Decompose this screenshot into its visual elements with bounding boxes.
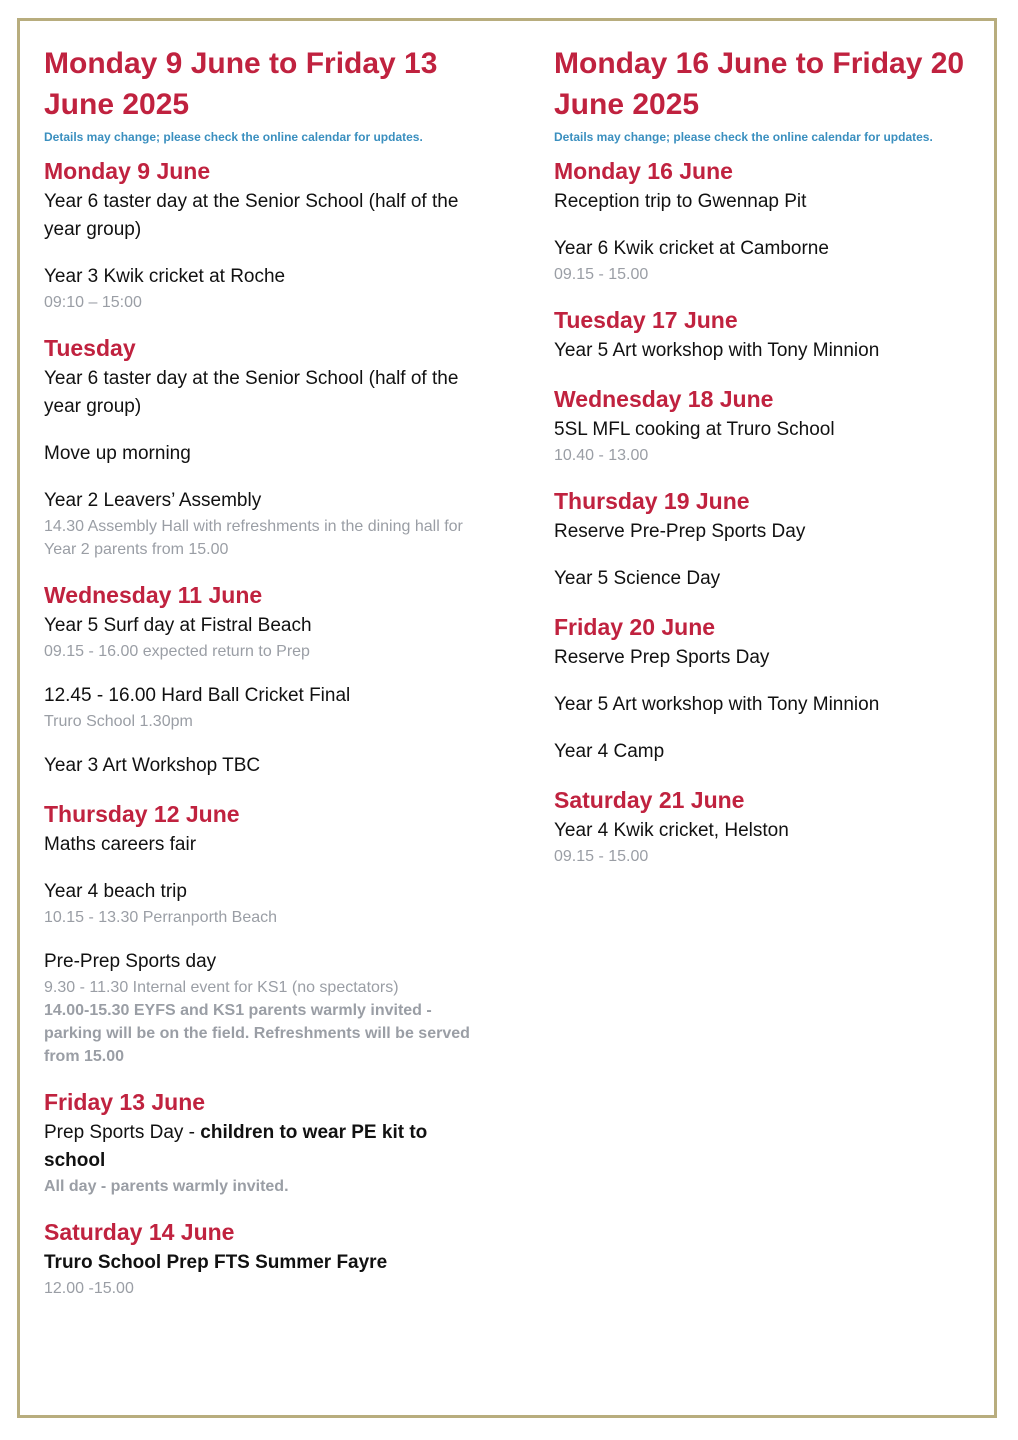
event-title-text: Year 4 Kwik cricket, Helston: [554, 820, 789, 841]
event-title-text: Year 3 Kwik cricket at Roche: [44, 266, 286, 287]
event-title: [554, 518, 994, 546]
day-heading: Thursday 19 June: [554, 488, 750, 514]
event-item: [44, 365, 484, 421]
event-title-text: Year 5 Art workshop with Tony Minnion: [554, 694, 880, 715]
event-title-text: Maths careers fair: [44, 834, 197, 855]
event-title: [554, 817, 994, 845]
event-item: [44, 752, 484, 780]
event-item: [44, 263, 484, 314]
event-title-text: Year 3 Art Workshop TBC: [44, 755, 261, 776]
event-title-text: 5SL MFL cooking at Truro School: [554, 419, 835, 440]
week-column: [554, 43, 994, 888]
event-item: [44, 487, 484, 561]
event-title: [44, 831, 484, 859]
day-heading: Thursday 12 June: [44, 801, 240, 827]
event-item: [44, 948, 484, 1068]
event-item: [554, 691, 994, 719]
event-detail: 10.15 - 13.30 Perranporth Beach: [44, 909, 278, 926]
calendar-page: [17, 18, 997, 1418]
event-item: [44, 1249, 484, 1300]
event-item: [44, 831, 484, 859]
day-heading: Friday 13 June: [44, 1089, 206, 1115]
event-item: [554, 416, 994, 467]
day-block: [44, 1088, 484, 1198]
event-title-text: Year 5 Science Day: [554, 568, 721, 589]
event-title: [44, 365, 484, 421]
week-title: Monday 16 June to Friday 20 June 2025: [554, 47, 965, 121]
day-block: [44, 1218, 484, 1300]
event-detail: 12.00 -15.00: [44, 1280, 134, 1297]
event-title-text: Reception trip to Gwennap Pit: [554, 191, 807, 212]
update-note: Details may change; please check the online calendar for updates.: [554, 130, 933, 144]
day-heading: Saturday 21 June: [554, 787, 745, 813]
event-title: [554, 565, 994, 593]
event-item: [554, 565, 994, 593]
event-title: [44, 1119, 484, 1175]
event-title-text: Year 2 Leavers’ Assembly: [44, 490, 262, 511]
event-title-text: Pre-Prep Sports day: [44, 951, 217, 972]
event-title-text: Year 5 Art workshop with Tony Minnion: [554, 340, 880, 361]
event-item: [554, 644, 994, 672]
event-item: [554, 817, 994, 868]
event-title: [44, 487, 484, 515]
event-title: [44, 948, 484, 976]
event-detail: 09:10 – 15:00: [44, 294, 142, 311]
event-title-text: Move up morning: [44, 443, 191, 464]
event-title-text: Year 6 taster day at the Senior School (half of the year group): [44, 191, 459, 240]
day-block: [554, 306, 994, 365]
event-item: [44, 682, 484, 733]
day-list: [44, 157, 484, 1300]
event-title: [554, 337, 994, 365]
day-heading: Saturday 14 June: [44, 1219, 235, 1245]
day-heading: Wednesday 18 June: [554, 386, 774, 412]
event-title: [44, 188, 484, 244]
event-title-text: Year 6 taster day at the Senior School (half of the year group): [44, 368, 459, 417]
day-block: [554, 157, 994, 286]
event-title: [44, 612, 484, 640]
event-title: [554, 416, 994, 444]
event-item: [554, 235, 994, 286]
day-block: [44, 800, 484, 1068]
day-list: [554, 157, 994, 868]
event-item: [44, 612, 484, 663]
day-heading: Monday 9 June: [44, 158, 211, 184]
event-detail: Truro School 1.30pm: [44, 713, 193, 730]
event-title: [554, 644, 994, 672]
event-detail: 09.15 - 16.00 expected return to Prep: [44, 643, 310, 660]
event-title-text: Reserve Pre-Prep Sports Day: [554, 521, 806, 542]
event-item: [554, 188, 994, 216]
update-note: Details may change; please check the online calendar for updates.: [44, 130, 423, 144]
event-item: [44, 440, 484, 468]
day-heading: Wednesday 11 June: [44, 582, 263, 608]
day-block: [44, 581, 484, 780]
event-item: [554, 337, 994, 365]
event-title: [44, 878, 484, 906]
day-heading: Tuesday: [44, 335, 136, 361]
event-detail-emphasis: All day - parents warmly invited.: [44, 1178, 289, 1195]
day-block: [44, 334, 484, 561]
event-title: [44, 1249, 484, 1277]
event-title: [554, 738, 994, 766]
day-block: [554, 786, 994, 868]
event-title-emphasis: children to wear PE kit to school: [44, 1122, 428, 1171]
event-title-emphasis: Truro School Prep FTS Summer Fayre: [44, 1252, 388, 1273]
event-item: [44, 188, 484, 244]
day-heading: Monday 16 June: [554, 158, 733, 184]
event-title: [44, 263, 484, 291]
event-title: [554, 188, 994, 216]
event-title: [44, 682, 484, 710]
event-detail: 14.30 Assembly Hall with refreshments in the dining hall for Year 2 parents from 15.00: [44, 518, 463, 558]
event-item: [44, 878, 484, 929]
event-title-text: 12.45 - 16.00 Hard Ball Cricket Final: [44, 685, 351, 706]
week-column: [44, 43, 484, 1320]
event-title-text: Year 5 Surf day at Fistral Beach: [44, 615, 312, 636]
event-item: [554, 518, 994, 546]
event-detail: 10.40 - 13.00: [554, 447, 649, 464]
event-title-text: Year 4 beach trip: [44, 881, 187, 902]
event-title: [554, 691, 994, 719]
week-title: Monday 9 June to Friday 13 June 2025: [44, 47, 438, 121]
event-detail: 09.15 - 15.00: [554, 848, 649, 865]
day-block: [554, 487, 994, 593]
event-title: [44, 440, 484, 468]
event-title-text: Prep Sports Day -: [44, 1122, 201, 1143]
event-detail: 09.15 - 15.00: [554, 266, 649, 283]
day-block: [554, 385, 994, 467]
day-heading: Friday 20 June: [554, 614, 716, 640]
event-title-text: Reserve Prep Sports Day: [554, 647, 770, 668]
event-detail: 9.30 - 11.30 Internal event for KS1 (no spectators): [44, 979, 399, 996]
day-heading: Tuesday 17 June: [554, 307, 738, 333]
event-title: [554, 235, 994, 263]
event-title-text: Year 6 Kwik cricket at Camborne: [554, 238, 829, 259]
event-title-text: Year 4 Camp: [554, 741, 665, 762]
event-detail-emphasis: 14.00-15.30 EYFS and KS1 parents warmly invited - parking will be on the field. Refreshments will be served from 15.00: [44, 1002, 470, 1065]
event-item: [554, 738, 994, 766]
event-title: [44, 752, 484, 780]
day-block: [44, 157, 484, 314]
event-item: [44, 1119, 484, 1198]
day-block: [554, 613, 994, 766]
